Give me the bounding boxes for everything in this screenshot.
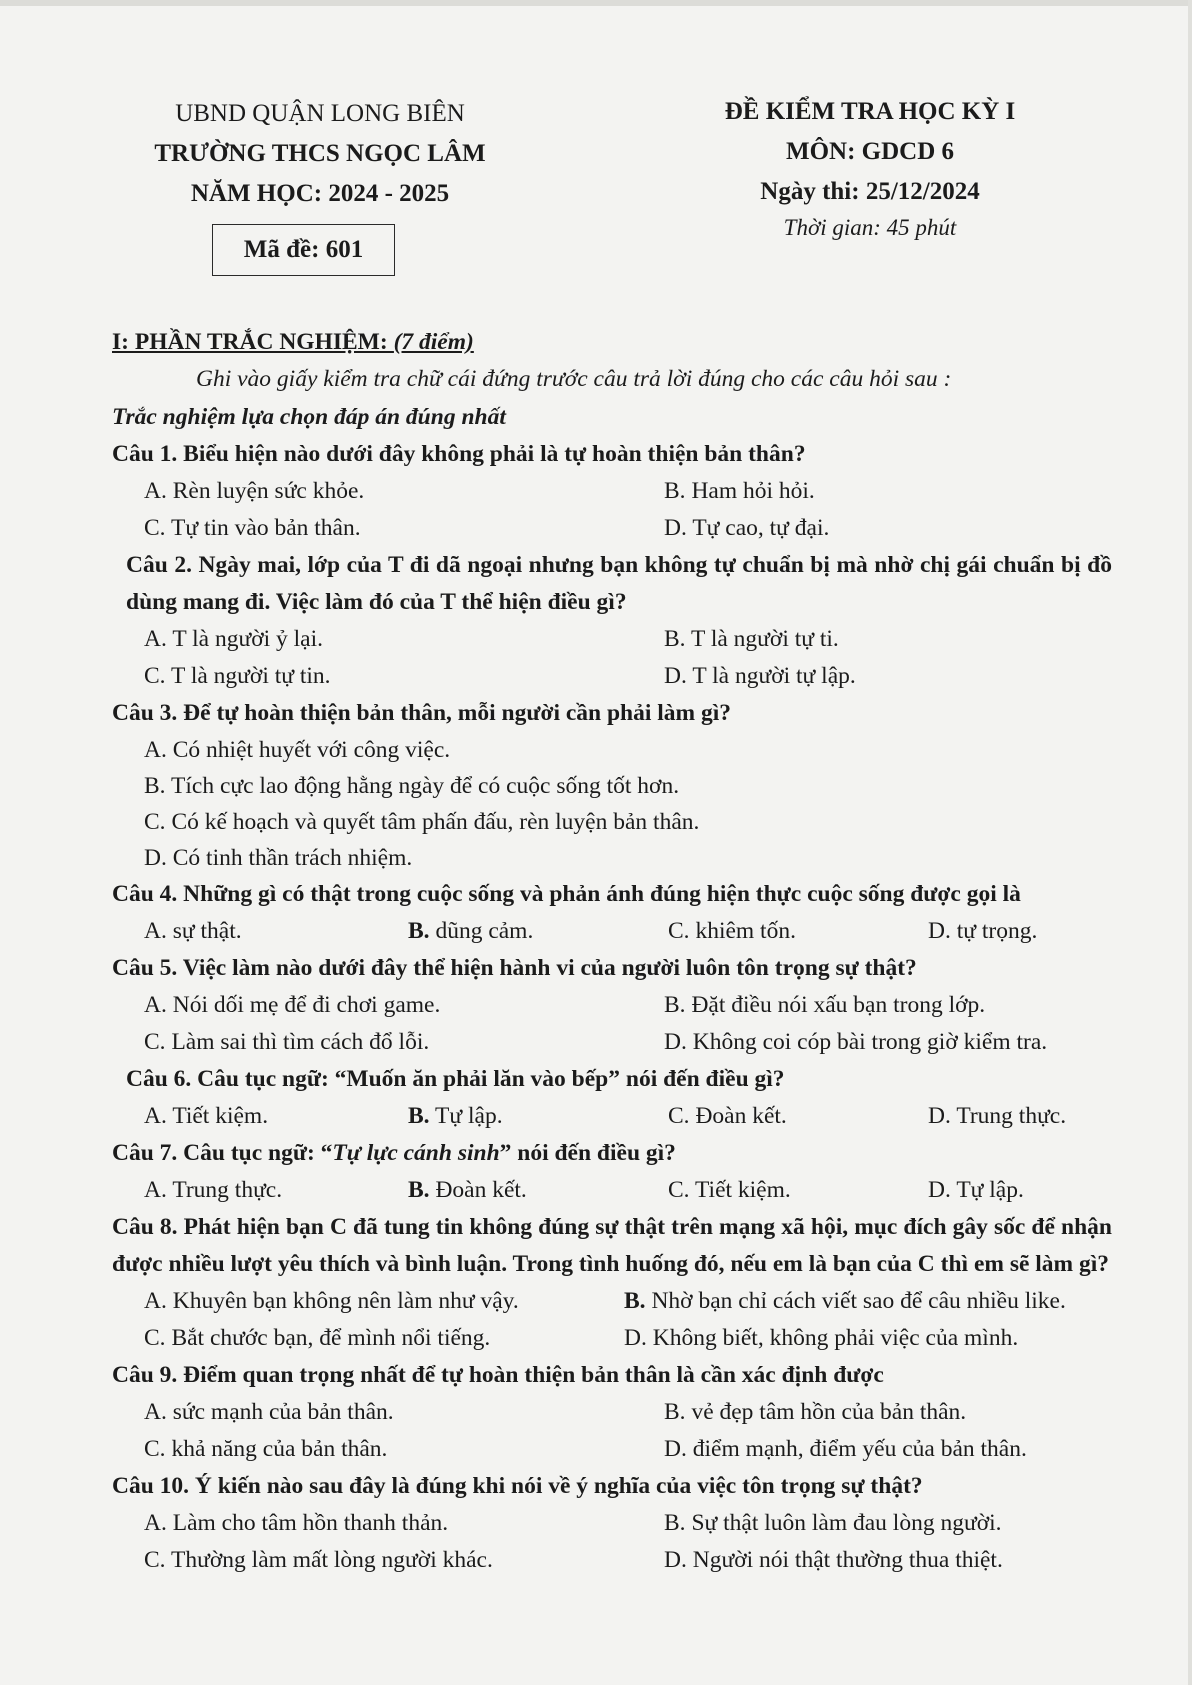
q6-option-d: D. Trung thực.: [928, 1103, 1067, 1129]
question-9-options-2: [112, 1431, 1112, 1468]
q7-option-b: B. Đoàn kết.: [408, 1177, 527, 1203]
q6-option-a: A. Tiết kiệm.: [144, 1103, 269, 1129]
question-1-options-2: [112, 510, 1112, 547]
district-name: UBND QUẬN LONG BIÊN: [175, 100, 465, 127]
exam-code-box: Mã đề: 601: [212, 224, 395, 276]
q4-option-d: D. tự trọng.: [928, 918, 1038, 944]
question-9-options: [112, 1394, 1112, 1431]
question-8: Câu 8. Phát hiện bạn C đã tung tin không đúng sự thật trên mạng xã hội, mục đích gây sốc để nhận được nhiều lượt yêu thích và bình luận. Trong tình huống đó, nếu em là bạn của C thì em sẽ làm gì?: [112, 1214, 1112, 1277]
question-5-options-2: [112, 1024, 1112, 1061]
section-points: (7 điểm): [393, 329, 474, 355]
question-9: Câu 9. Điểm quan trọng nhất để tự hoàn thiện bản thân là cần xác định được: [112, 1362, 884, 1388]
question-10-options-2: [112, 1542, 1112, 1579]
q2-option-d: D. T là người tự lập.: [664, 663, 856, 689]
school-name: TRƯỜNG THCS NGỌC LÂM: [154, 140, 486, 167]
q4-option-c: C. khiêm tốn.: [668, 918, 796, 944]
q3-option-a: A. Có nhiệt huyết với công việc.: [144, 737, 451, 763]
question-6-options: [112, 1098, 1112, 1135]
q5-option-a: A. Nói dối mẹ để đi chơi game.: [144, 992, 441, 1018]
question-8-options: [112, 1283, 1112, 1320]
q1-option-b: B. Ham hỏi hỏi.: [664, 478, 815, 504]
q5-option-b: B. Đặt điều nói xấu bạn trong lớp.: [664, 992, 986, 1018]
exam-duration: Thời gian: 45 phút: [783, 215, 957, 240]
q8-option-a: A. Khuyên bạn không nên làm như vậy.: [144, 1288, 519, 1314]
question-5: Câu 5. Việc làm nào dưới đây thể hiện hành vi của người luôn tôn trọng sự thật?: [112, 955, 917, 981]
exam-header: [660, 92, 1080, 244]
q10-option-b: B. Sự thật luôn làm đau lòng người.: [664, 1510, 1002, 1536]
question-7-options: [112, 1172, 1112, 1209]
question-2-options: [112, 621, 1112, 658]
exam-date: Ngày thi: 25/12/2024: [760, 178, 980, 205]
question-7: Câu 7. Câu tục ngữ: “Tự lực cánh sinh” nói đến điều gì?: [112, 1140, 676, 1166]
q8-option-c: C. Bắt chước bạn, để mình nổi tiếng.: [144, 1325, 491, 1351]
question-3: Câu 3. Để tự hoàn thiện bản thân, mỗi người cần phải làm gì?: [112, 700, 732, 726]
q4-option-a: A. sự thật.: [144, 918, 242, 944]
q7-option-c: C. Tiết kiệm.: [668, 1177, 791, 1203]
q3-option-c: C. Có kế hoạch và quyết tâm phấn đấu, rèn luyện bản thân.: [144, 809, 700, 835]
q10-option-d: D. Người nói thật thường thua thiệt.: [664, 1547, 1003, 1573]
question-8-options-2: [112, 1320, 1112, 1357]
section-title: I: PHẦN TRẮC NGHIỆM: (7 điểm): [112, 329, 474, 355]
question-1: Câu 1. Biểu hiện nào dưới đây không phải là tự hoàn thiện bản thân?: [112, 441, 806, 467]
q9-option-d: D. điểm mạnh, điểm yếu của bản thân.: [664, 1436, 1027, 1462]
question-2: Câu 2. Ngày mai, lớp của T đi dã ngoại nhưng bạn không tự chuẩn bị mà nhờ chị gái chuẩn bị đồ dùng mang đi. Việc làm đó của T thể hiện điều gì?: [126, 552, 1112, 615]
exam-content: [112, 324, 1112, 1579]
q7-option-a: A. Trung thực.: [144, 1177, 283, 1203]
q8-option-b: B. Nhờ bạn chỉ cách viết sao để câu nhiều like.: [624, 1288, 1066, 1314]
q9-option-c: C. khả năng của bản thân.: [144, 1436, 388, 1462]
question-4: Câu 4. Những gì có thật trong cuộc sống và phản ánh đúng hiện thực cuộc sống được gọi là: [112, 881, 1021, 907]
exam-subject: MÔN: GDCD 6: [785, 138, 955, 165]
question-2-options-2: [112, 658, 1112, 695]
scan-edge-right: [1188, 0, 1192, 1685]
scan-edge-top: [0, 0, 1192, 6]
section-instruction: Ghi vào giấy kiểm tra chữ cái đứng trước câu trả lời đúng cho các câu hỏi sau :: [196, 366, 952, 392]
q10-option-c: C. Thường làm mất lòng người khác.: [144, 1547, 493, 1573]
question-4-options: [112, 913, 1112, 950]
q4-option-b: B. dũng cảm.: [408, 918, 534, 944]
section-subheading: Trắc nghiệm lựa chọn đáp án đúng nhất: [112, 404, 506, 430]
q2-option-c: C. T là người tự tin.: [144, 663, 331, 689]
q5-option-d: D. Không coi cóp bài trong giờ kiểm tra.: [664, 1029, 1048, 1055]
q3-option-d: D. Có tinh thần trách nhiệm.: [144, 845, 413, 871]
school-year: NĂM HỌC: 2024 - 2025: [190, 180, 450, 207]
q6-option-b: B. Tự lập.: [408, 1103, 503, 1129]
question-5-options: [112, 987, 1112, 1024]
q8-option-d: D. Không biết, không phải việc của mình.: [624, 1325, 1019, 1351]
q3-option-b: B. Tích cực lao động hằng ngày để có cuộc sống tốt hơn.: [144, 773, 680, 799]
q6-option-c: C. Đoàn kết.: [668, 1103, 787, 1129]
question-10-options: [112, 1505, 1112, 1542]
q1-option-c: C. Tự tin vào bản thân.: [144, 515, 361, 541]
q2-option-a: A. T là người ỷ lại.: [144, 626, 324, 652]
q9-option-a: A. sức mạnh của bản thân.: [144, 1399, 394, 1425]
q10-option-a: A. Làm cho tâm hồn thanh thản.: [144, 1510, 449, 1536]
q5-option-c: C. Làm sai thì tìm cách đổ lỗi.: [144, 1029, 430, 1055]
q9-option-b: B. vẻ đẹp tâm hồn của bản thân.: [664, 1399, 967, 1425]
question-6: Câu 6. Câu tục ngữ: “Muốn ăn phải lăn vào bếp” nói đến điều gì?: [126, 1066, 785, 1092]
school-header: [120, 94, 520, 214]
exam-title: ĐỀ KIỂM TRA HỌC KỲ I: [724, 98, 1016, 125]
q2-option-b: B. T là người tự ti.: [664, 626, 839, 652]
question-10: Câu 10. Ý kiến nào sau đây là đúng khi nói về ý nghĩa của việc tôn trọng sự thật?: [112, 1473, 923, 1499]
question-1-options: [112, 473, 1112, 510]
q7-option-d: D. Tự lập.: [928, 1177, 1024, 1203]
q1-option-d: D. Tự cao, tự đại.: [664, 515, 830, 541]
q1-option-a: A. Rèn luyện sức khỏe.: [144, 478, 365, 504]
